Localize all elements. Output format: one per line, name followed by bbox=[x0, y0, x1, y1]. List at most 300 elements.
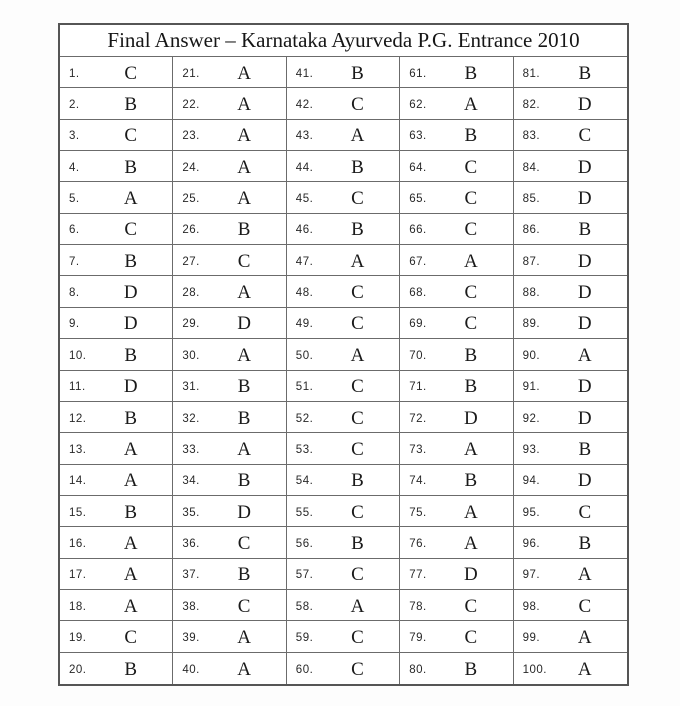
answer-cell bbox=[514, 465, 627, 496]
question-number: 52. bbox=[295, 412, 314, 425]
question-number: 15. bbox=[69, 506, 87, 519]
answer-cell bbox=[514, 214, 627, 245]
answer-letter: B bbox=[351, 219, 364, 241]
answer-cell bbox=[287, 465, 400, 496]
answer-letter: C bbox=[464, 282, 478, 304]
answer-cell bbox=[514, 120, 627, 151]
question-number: 85. bbox=[522, 193, 541, 206]
question-number: 86. bbox=[522, 224, 541, 237]
question-number: 73. bbox=[409, 443, 427, 456]
answer-cell bbox=[173, 371, 286, 402]
answer-letter: A bbox=[464, 94, 478, 116]
answer-letter: A bbox=[237, 344, 251, 366]
answer-letter: A bbox=[237, 125, 251, 147]
answer-letter: D bbox=[577, 156, 592, 178]
answer-letter: B bbox=[578, 219, 592, 241]
answer-letter: C bbox=[351, 438, 364, 460]
question-number: 43. bbox=[295, 130, 314, 143]
answer-cell bbox=[400, 465, 513, 496]
answer-letter: C bbox=[351, 658, 364, 680]
answer-letter: B bbox=[124, 501, 138, 523]
answer-cell bbox=[400, 276, 513, 307]
answer-cell bbox=[60, 57, 173, 88]
answer-letter: D bbox=[123, 313, 138, 335]
answer-cell bbox=[514, 371, 627, 402]
question-number: 34. bbox=[182, 475, 200, 488]
question-number: 77. bbox=[409, 569, 427, 582]
answer-letter: A bbox=[577, 344, 592, 366]
answer-cell bbox=[60, 151, 173, 182]
answer-cell bbox=[173, 465, 286, 496]
answer-letter: B bbox=[237, 376, 251, 398]
question-number: 38. bbox=[182, 600, 200, 613]
question-number: 99. bbox=[522, 631, 541, 644]
question-number: 40. bbox=[182, 663, 200, 676]
answer-letter: C bbox=[351, 626, 364, 648]
answer-letter: B bbox=[351, 62, 364, 84]
answer-letter: A bbox=[237, 282, 251, 304]
answer-cell bbox=[173, 621, 286, 652]
answer-cell bbox=[400, 496, 513, 527]
answer-cell bbox=[400, 402, 513, 433]
answer-cell bbox=[514, 590, 627, 621]
answer-letter: B bbox=[578, 62, 592, 84]
answer-cell bbox=[287, 496, 400, 527]
answer-cell bbox=[400, 88, 513, 119]
answer-letter: A bbox=[464, 250, 478, 272]
answer-cell bbox=[287, 276, 400, 307]
answer-cell bbox=[400, 433, 513, 464]
question-number: 79. bbox=[409, 631, 427, 644]
question-number: 3. bbox=[69, 130, 80, 143]
answer-letter: D bbox=[577, 94, 592, 116]
answer-cell bbox=[400, 245, 513, 276]
answer-letter: B bbox=[124, 344, 138, 366]
answer-letter: A bbox=[464, 501, 478, 523]
question-number: 55. bbox=[295, 506, 314, 519]
question-number: 95. bbox=[522, 506, 541, 519]
answer-letter: B bbox=[351, 470, 364, 492]
answer-cell bbox=[400, 653, 513, 684]
question-number: 7. bbox=[69, 255, 80, 268]
answer-cell bbox=[287, 245, 400, 276]
answer-cell bbox=[173, 88, 286, 119]
answer-letter: B bbox=[464, 658, 478, 680]
question-number: 37. bbox=[182, 569, 200, 582]
answer-cell bbox=[60, 308, 173, 339]
question-number: 75. bbox=[409, 506, 427, 519]
question-number: 5. bbox=[69, 193, 80, 206]
question-number: 11. bbox=[69, 381, 86, 394]
answer-cell bbox=[287, 339, 400, 370]
answer-cell bbox=[287, 308, 400, 339]
answer-letter: A bbox=[577, 658, 592, 680]
question-number: 53. bbox=[295, 443, 314, 456]
question-number: 94. bbox=[522, 475, 541, 488]
answer-letter: C bbox=[124, 219, 138, 241]
answer-cell bbox=[514, 527, 627, 558]
answer-cell bbox=[60, 590, 173, 621]
answer-letter: C bbox=[124, 62, 138, 84]
question-number: 42. bbox=[295, 99, 314, 112]
question-number: 41. bbox=[295, 67, 314, 80]
answer-letter: A bbox=[123, 470, 138, 492]
answer-cell bbox=[514, 88, 627, 119]
answer-cell bbox=[514, 621, 627, 652]
question-number: 63. bbox=[409, 130, 427, 143]
answer-cell bbox=[173, 276, 286, 307]
question-number: 81. bbox=[522, 67, 541, 80]
answer-cell bbox=[60, 559, 173, 590]
answer-letter: D bbox=[577, 250, 592, 272]
answer-cell bbox=[173, 57, 286, 88]
question-number: 26. bbox=[182, 224, 200, 237]
answer-cell bbox=[514, 182, 627, 213]
answer-letter: C bbox=[124, 125, 138, 147]
answer-letter: C bbox=[351, 564, 364, 586]
question-number: 16. bbox=[69, 537, 87, 550]
answer-letter: A bbox=[123, 564, 138, 586]
answer-letter: B bbox=[464, 62, 478, 84]
answer-cell bbox=[400, 57, 513, 88]
question-number: 61. bbox=[409, 67, 427, 80]
answer-cell bbox=[173, 527, 286, 558]
answer-letter: B bbox=[124, 407, 138, 429]
answer-cell bbox=[173, 120, 286, 151]
answer-letter: C bbox=[578, 501, 592, 523]
question-number: 19. bbox=[69, 631, 87, 644]
question-number: 69. bbox=[409, 318, 427, 331]
question-number: 45. bbox=[295, 193, 314, 206]
answer-letter: B bbox=[351, 156, 364, 178]
answer-letter: D bbox=[123, 376, 138, 398]
answer-cell bbox=[287, 57, 400, 88]
answer-letter: C bbox=[464, 156, 478, 178]
answer-letter: B bbox=[237, 407, 251, 429]
question-number: 22. bbox=[182, 99, 200, 112]
question-number: 21. bbox=[182, 67, 200, 80]
answer-letter: D bbox=[123, 282, 138, 304]
answer-cell bbox=[60, 120, 173, 151]
answer-cell bbox=[173, 339, 286, 370]
answer-cell bbox=[287, 402, 400, 433]
question-number: 87. bbox=[522, 255, 541, 268]
answer-letter: C bbox=[578, 125, 592, 147]
answer-letter: A bbox=[464, 532, 478, 554]
answer-cell bbox=[173, 559, 286, 590]
answer-cell bbox=[173, 245, 286, 276]
answer-letter: A bbox=[237, 626, 251, 648]
answer-cell bbox=[60, 465, 173, 496]
answer-letter: B bbox=[237, 564, 251, 586]
answer-cell bbox=[60, 182, 173, 213]
answer-letter: B bbox=[578, 438, 592, 460]
answer-cell bbox=[173, 151, 286, 182]
question-number: 49. bbox=[295, 318, 314, 331]
question-number: 33. bbox=[182, 443, 200, 456]
answer-cell bbox=[287, 433, 400, 464]
answer-key-table bbox=[58, 23, 629, 686]
answer-letter: C bbox=[464, 626, 478, 648]
question-number: 12. bbox=[69, 412, 87, 425]
answer-cell bbox=[60, 402, 173, 433]
answer-cell bbox=[173, 496, 286, 527]
answer-letter: A bbox=[123, 595, 138, 617]
answer-cell bbox=[514, 57, 627, 88]
answer-cell bbox=[400, 308, 513, 339]
answer-cell bbox=[60, 621, 173, 652]
answer-letter: D bbox=[464, 407, 478, 429]
answer-cell bbox=[60, 653, 173, 684]
answer-letter: A bbox=[237, 156, 251, 178]
answer-letter: A bbox=[237, 62, 251, 84]
answer-letter: C bbox=[351, 313, 364, 335]
question-number: 92. bbox=[522, 412, 541, 425]
answer-letter: A bbox=[350, 595, 365, 617]
answer-letter: B bbox=[464, 376, 478, 398]
question-number: 64. bbox=[409, 161, 427, 174]
answer-letter: D bbox=[237, 501, 251, 523]
answer-letter: D bbox=[237, 313, 251, 335]
question-number: 51. bbox=[295, 381, 314, 394]
question-number: 67. bbox=[409, 255, 427, 268]
question-number: 46. bbox=[295, 224, 314, 237]
answer-letter: B bbox=[351, 532, 364, 554]
answer-letter: A bbox=[123, 532, 138, 554]
answer-letter: C bbox=[351, 94, 364, 116]
answer-cell bbox=[173, 653, 286, 684]
answer-letter: B bbox=[464, 125, 478, 147]
answer-cell bbox=[400, 182, 513, 213]
question-number: 13. bbox=[69, 443, 87, 456]
answer-letter: C bbox=[237, 595, 251, 617]
question-number: 70. bbox=[409, 349, 427, 362]
question-number: 31. bbox=[182, 381, 200, 394]
question-number: 71. bbox=[409, 381, 427, 394]
answer-letter: A bbox=[237, 94, 251, 116]
answer-cell bbox=[60, 371, 173, 402]
question-number: 57. bbox=[295, 569, 314, 582]
answer-cell bbox=[287, 120, 400, 151]
question-number: 74. bbox=[409, 475, 427, 488]
answer-letter: D bbox=[577, 376, 592, 398]
question-number: 60. bbox=[295, 663, 314, 676]
question-number: 20. bbox=[69, 663, 87, 676]
answer-letter: D bbox=[577, 188, 592, 210]
question-number: 10. bbox=[69, 349, 87, 362]
answer-cell bbox=[514, 433, 627, 464]
answer-letter: C bbox=[464, 219, 478, 241]
answer-letter: C bbox=[464, 595, 478, 617]
question-number: 18. bbox=[69, 600, 87, 613]
answer-cell bbox=[287, 88, 400, 119]
answer-letter: A bbox=[237, 658, 251, 680]
answer-letter: C bbox=[237, 250, 251, 272]
question-number: 32. bbox=[182, 412, 200, 425]
answer-cell bbox=[514, 151, 627, 182]
answer-cell bbox=[514, 402, 627, 433]
answer-cell bbox=[60, 339, 173, 370]
question-number: 97. bbox=[522, 569, 541, 582]
answer-cell bbox=[173, 402, 286, 433]
answer-letter: A bbox=[350, 344, 365, 366]
answer-cell bbox=[514, 559, 627, 590]
question-number: 82. bbox=[522, 99, 541, 112]
answer-letter: D bbox=[577, 407, 592, 429]
answer-cell bbox=[173, 433, 286, 464]
answer-letter: A bbox=[123, 188, 138, 210]
answer-cell bbox=[60, 245, 173, 276]
answer-cell bbox=[514, 339, 627, 370]
question-number: 100. bbox=[522, 663, 547, 676]
question-number: 91. bbox=[522, 381, 541, 394]
answer-cell bbox=[400, 339, 513, 370]
question-number: 68. bbox=[409, 287, 427, 300]
question-number: 50. bbox=[295, 349, 314, 362]
answer-cell bbox=[400, 371, 513, 402]
question-number: 14. bbox=[69, 475, 87, 488]
answer-letter: C bbox=[351, 501, 364, 523]
question-number: 76. bbox=[409, 537, 427, 550]
answer-letter: D bbox=[577, 282, 592, 304]
answer-cell bbox=[514, 245, 627, 276]
question-number: 47. bbox=[295, 255, 314, 268]
question-number: 93. bbox=[522, 443, 541, 456]
answer-cell bbox=[60, 88, 173, 119]
answer-letter: C bbox=[124, 626, 138, 648]
question-number: 29. bbox=[182, 318, 200, 331]
answer-cell bbox=[400, 120, 513, 151]
question-number: 36. bbox=[182, 537, 200, 550]
answer-letter: C bbox=[351, 407, 364, 429]
answer-letter: D bbox=[577, 313, 592, 335]
answer-cell bbox=[514, 276, 627, 307]
question-number: 48. bbox=[295, 287, 314, 300]
answer-letter: B bbox=[237, 470, 251, 492]
answer-cell bbox=[400, 527, 513, 558]
answer-cell bbox=[287, 527, 400, 558]
question-number: 27. bbox=[182, 255, 200, 268]
question-number: 30. bbox=[182, 349, 200, 362]
answer-letter: C bbox=[351, 282, 364, 304]
question-number: 59. bbox=[295, 631, 314, 644]
answer-cell bbox=[173, 182, 286, 213]
question-number: 54. bbox=[295, 475, 314, 488]
question-number: 56. bbox=[295, 537, 314, 550]
answer-grid bbox=[60, 57, 627, 684]
answer-cell bbox=[400, 214, 513, 245]
answer-letter: B bbox=[124, 156, 138, 178]
answer-letter: B bbox=[124, 250, 138, 272]
answer-cell bbox=[287, 182, 400, 213]
answer-cell bbox=[173, 214, 286, 245]
question-number: 1. bbox=[69, 67, 80, 80]
answer-letter: A bbox=[350, 125, 365, 147]
question-number: 98. bbox=[522, 600, 541, 613]
answer-letter: C bbox=[578, 595, 592, 617]
question-number: 78. bbox=[409, 600, 427, 613]
answer-cell bbox=[60, 433, 173, 464]
answer-letter: B bbox=[464, 470, 478, 492]
question-number: 58. bbox=[295, 600, 314, 613]
page-title: Final Answer – Karnataka Ayurveda P.G. Entrance 2010 bbox=[60, 25, 627, 57]
answer-letter: D bbox=[577, 470, 592, 492]
question-number: 23. bbox=[182, 130, 200, 143]
question-number: 66. bbox=[409, 224, 427, 237]
question-number: 28. bbox=[182, 287, 200, 300]
question-number: 4. bbox=[69, 161, 80, 174]
answer-letter: B bbox=[578, 532, 592, 554]
answer-cell bbox=[287, 151, 400, 182]
question-number: 17. bbox=[69, 569, 87, 582]
question-number: 80. bbox=[409, 663, 427, 676]
answer-cell bbox=[287, 559, 400, 590]
answer-cell bbox=[400, 151, 513, 182]
answer-letter: C bbox=[464, 188, 478, 210]
answer-letter: D bbox=[464, 564, 478, 586]
answer-letter: B bbox=[464, 344, 478, 366]
question-number: 84. bbox=[522, 161, 541, 174]
question-number: 24. bbox=[182, 161, 200, 174]
answer-letter: A bbox=[350, 250, 365, 272]
answer-cell bbox=[173, 308, 286, 339]
answer-cell bbox=[400, 621, 513, 652]
answer-cell bbox=[60, 276, 173, 307]
question-number: 8. bbox=[69, 287, 80, 300]
answer-letter: C bbox=[351, 376, 364, 398]
answer-cell bbox=[514, 653, 627, 684]
question-number: 44. bbox=[295, 161, 314, 174]
answer-cell bbox=[60, 496, 173, 527]
answer-letter: B bbox=[237, 219, 251, 241]
answer-cell bbox=[287, 653, 400, 684]
question-number: 90. bbox=[522, 349, 541, 362]
answer-letter: B bbox=[124, 658, 138, 680]
answer-letter: C bbox=[237, 532, 251, 554]
answer-cell bbox=[400, 590, 513, 621]
question-number: 6. bbox=[69, 224, 80, 237]
question-number: 89. bbox=[522, 318, 541, 331]
answer-cell bbox=[287, 621, 400, 652]
question-number: 65. bbox=[409, 193, 427, 206]
question-number: 2. bbox=[69, 99, 80, 112]
question-number: 83. bbox=[522, 130, 541, 143]
answer-cell bbox=[514, 308, 627, 339]
question-number: 39. bbox=[182, 631, 200, 644]
question-number: 9. bbox=[69, 318, 80, 331]
answer-letter: A bbox=[123, 438, 138, 460]
answer-letter: A bbox=[237, 188, 251, 210]
answer-cell bbox=[60, 527, 173, 558]
answer-letter: A bbox=[464, 438, 478, 460]
answer-cell bbox=[173, 590, 286, 621]
answer-cell bbox=[287, 371, 400, 402]
answer-letter: C bbox=[351, 188, 364, 210]
answer-letter: A bbox=[237, 438, 251, 460]
question-number: 35. bbox=[182, 506, 200, 519]
answer-cell bbox=[60, 214, 173, 245]
question-number: 88. bbox=[522, 287, 541, 300]
question-number: 72. bbox=[409, 412, 427, 425]
question-number: 96. bbox=[522, 537, 541, 550]
answer-cell bbox=[400, 559, 513, 590]
answer-cell bbox=[514, 496, 627, 527]
answer-cell bbox=[287, 214, 400, 245]
answer-letter: B bbox=[124, 94, 138, 116]
question-number: 62. bbox=[409, 99, 427, 112]
answer-letter: A bbox=[577, 626, 592, 648]
answer-cell bbox=[287, 590, 400, 621]
